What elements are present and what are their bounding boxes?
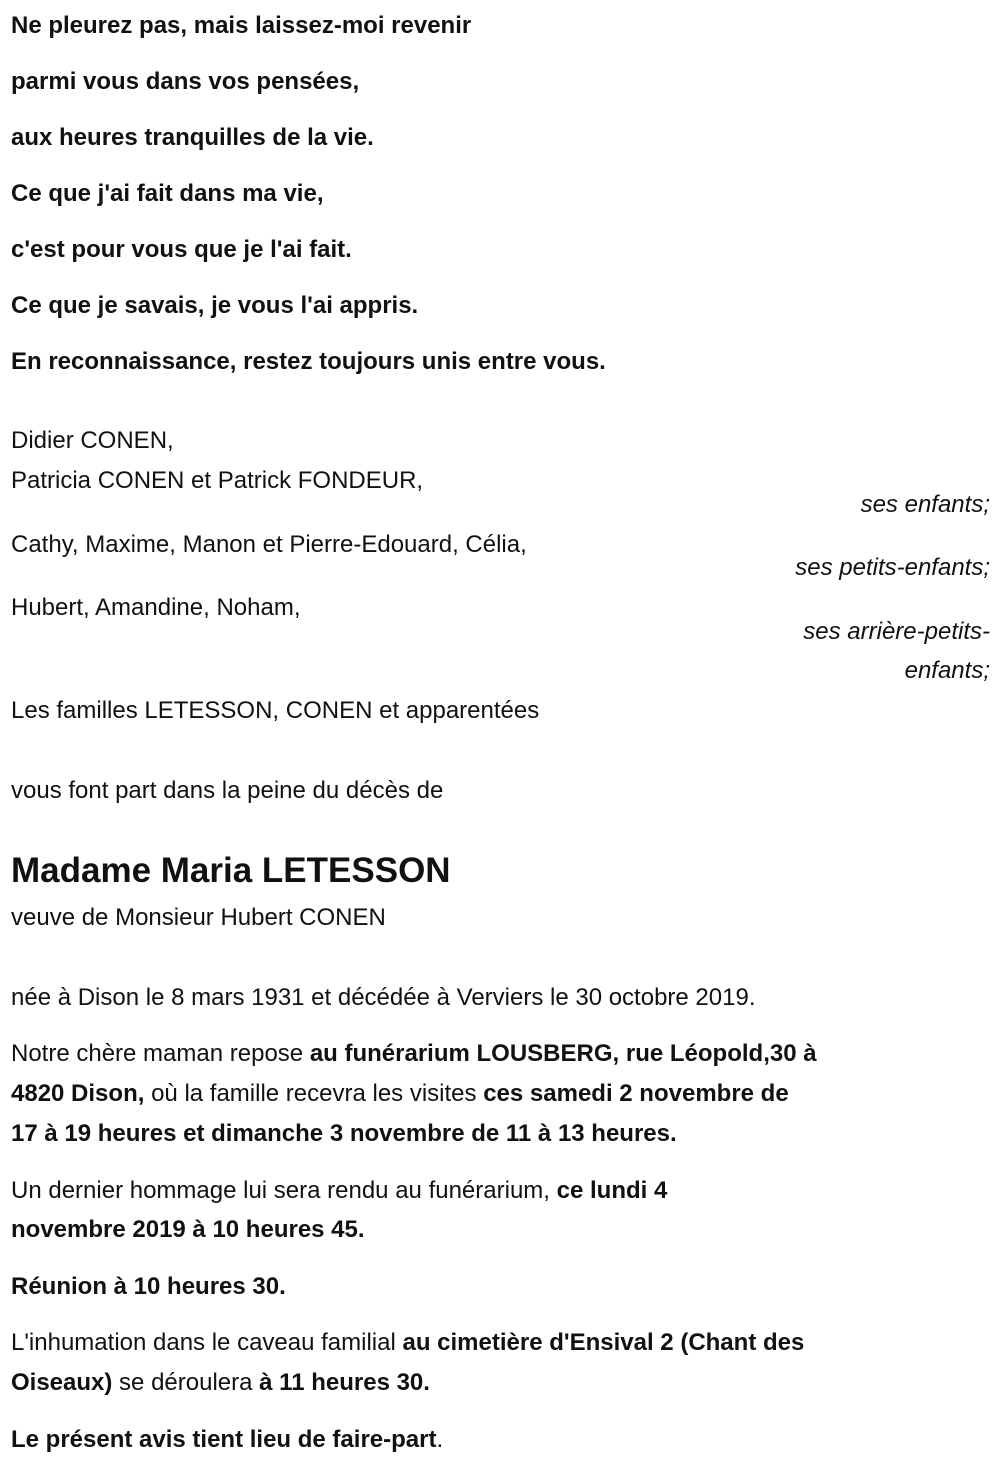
text-bold: à 11 heures 30.: [259, 1369, 430, 1396]
tribute-paragraph: [11, 1176, 667, 1206]
great-grandchildren-role: enfants;: [904, 657, 990, 684]
grandchildren-names: Cathy, Maxime, Manon et Pierre-Edouard, Célia,: [11, 531, 527, 558]
great-grandchildren-role: ses arrière-petits-: [803, 618, 990, 645]
burial-paragraph: [11, 1328, 804, 1358]
families: Les familles LETESSON, CONEN et apparentées: [11, 697, 540, 724]
poem-line: Ne pleurez pas, mais laissez-moi revenir: [11, 12, 472, 39]
deceased-name: Madame Maria LETESSON: [11, 851, 451, 890]
text-bold: au cimetière d'Ensival 2 (Chant des: [402, 1329, 805, 1356]
wake-paragraph: 17 à 19 heures et dimanche 3 novembre de 11 à 13 heures.: [11, 1120, 677, 1147]
text: où la famille recevra les visites: [144, 1080, 484, 1107]
text: Notre chère maman repose: [11, 1040, 310, 1067]
text: L'inhumation dans le caveau familial: [11, 1329, 403, 1356]
poem-line: Ce que je savais, je vous l'ai appris.: [11, 292, 419, 319]
text-bold: Oiseaux): [11, 1369, 113, 1396]
wake-paragraph: [11, 1039, 817, 1069]
poem-line: En reconnaissance, restez toujours unis entre vous.: [11, 348, 606, 375]
deceased-dates: née à Dison le 8 mars 1931 et décédée à Verviers le 30 octobre 2019.: [11, 984, 756, 1011]
text-bold: ce lundi 4: [556, 1177, 668, 1204]
announcement: vous font part dans la peine du décès de: [11, 777, 444, 804]
burial-paragraph: [11, 1368, 430, 1398]
poem-line: c'est pour vous que je l'ai fait.: [11, 236, 352, 263]
children-role: ses enfants;: [860, 491, 990, 518]
children-name: Patricia CONEN et Patrick FONDEUR,: [11, 467, 424, 494]
tribute-paragraph: novembre 2019 à 10 heures 45.: [11, 1216, 365, 1243]
poem-line: aux heures tranquilles de la vie.: [11, 124, 374, 151]
notice-paragraph: [11, 1425, 443, 1455]
grandchildren-role: ses petits-enfants;: [795, 554, 990, 581]
great-grandchildren-names: Hubert, Amandine, Noham,: [11, 594, 301, 621]
text-bold: 4820 Dison,: [11, 1080, 145, 1107]
wake-paragraph: [11, 1079, 789, 1109]
poem-line: Ce que j'ai fait dans ma vie,: [11, 180, 324, 207]
meeting-paragraph: Réunion à 10 heures 30.: [11, 1273, 286, 1300]
text: .: [436, 1426, 444, 1453]
children-name: Didier CONEN,: [11, 427, 174, 454]
text: se déroulera: [112, 1369, 260, 1396]
text-bold: au funérarium LOUSBERG, rue Léopold,30 à: [309, 1040, 817, 1067]
text-bold: Le présent avis tient lieu de faire-part: [11, 1426, 437, 1453]
text-bold: ces samedi 2 novembre de: [483, 1080, 789, 1107]
deceased-spouse: veuve de Monsieur Hubert CONEN: [11, 904, 386, 931]
poem-line: parmi vous dans vos pensées,: [11, 68, 360, 95]
text: Un dernier hommage lui sera rendu au funérarium,: [11, 1177, 557, 1204]
